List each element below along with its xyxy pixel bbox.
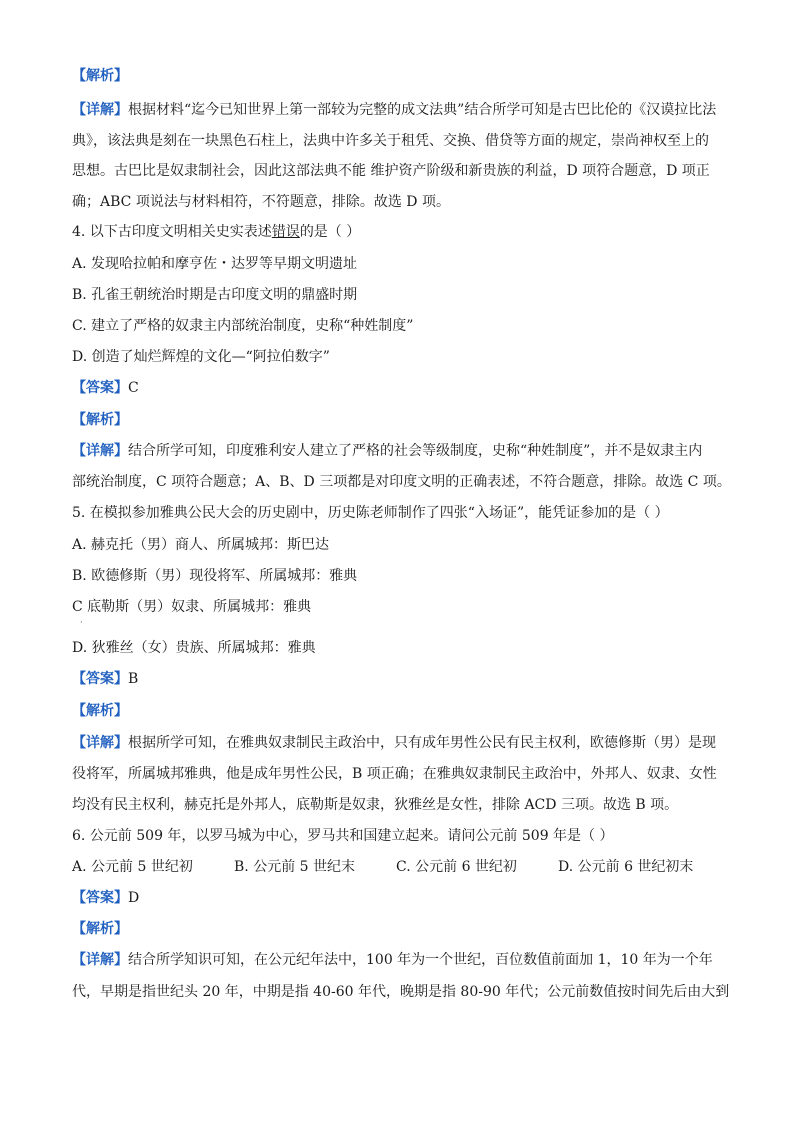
analysis-tag: 【解析】 <box>72 412 128 428</box>
analysis-heading <box>72 66 732 86</box>
detail-tag: 【详解】 <box>72 102 128 118</box>
option-a: A. 发现哈拉帕和摩亨佐・达罗等早期文明遗址 <box>72 256 358 272</box>
option-a: A. 赫克托（男）商人、所属城邦：斯巴达 <box>72 537 330 553</box>
detail-paragraph-line <box>72 100 732 120</box>
analysis-heading <box>72 410 732 430</box>
stem-text: 的是（ ） <box>299 224 361 240</box>
detail-paragraph-line <box>72 950 732 970</box>
option-c: C. 公元前 6 世纪初 <box>396 859 517 875</box>
option-b: B. 孔雀王朝统治时期是古印度文明的鼎盛时期 <box>72 287 358 303</box>
option-c: C. 建立了严格的奴隶主内部统治制度，史称“种姓制度” <box>72 318 414 334</box>
detail-paragraph-line <box>72 733 732 753</box>
option-d: D. 创造了灿烂辉煌的文化—“阿拉伯数字” <box>72 349 330 365</box>
answer-tag: 【答案】 <box>72 380 128 396</box>
option-c: C 底勒斯（男）奴隶、所属城邦：雅典 <box>72 599 312 615</box>
analysis-heading <box>72 919 732 939</box>
detail-text: 根据材料“迄今已知世界上第一部较为完整的成文法典”结合所学可知是古巴比伦的《汉谟拉比法 <box>128 102 717 118</box>
question-stem <box>72 222 732 242</box>
option-d: D. 公元前 6 世纪初末 <box>558 859 694 875</box>
answer-tag: 【答案】 <box>72 890 128 906</box>
option-a: A. 公元前 5 世纪初 <box>72 859 193 875</box>
detail-text: 部统治制度，C 项符合题意；A、B、D 三项都是对印度文明的正确表述，不符合题意，排除。故选 C 项。 <box>72 474 731 490</box>
option-d: D. 狄雅丝（女）贵族、所属城邦：雅典 <box>72 640 316 656</box>
answer-value: D <box>128 890 140 906</box>
question-stem: 5. 在模拟参加雅典公民大会的历史剧中，历史陈老师制作了四张“入场证”，能凭证参加的是（ ） <box>72 505 669 521</box>
detail-text: 确；ABC 项说法与材料相符，不符题意，排除。故选 D 项。 <box>72 194 450 210</box>
stem-emphasis: 错误 <box>271 224 300 240</box>
analysis-tag: 【解析】 <box>72 703 128 719</box>
option-b: B. 欧德修斯（男）现役将军、所属城邦：雅典 <box>72 568 358 584</box>
analysis-tag: 【解析】 <box>72 68 128 84</box>
option-b: B. 公元前 5 世纪末 <box>234 859 355 875</box>
detail-text: 典》，该法典是刻在一块黑色石柱上，法典中许多关于租凭、交换、借贷等方面的规定，崇尚神权至上的 <box>72 133 709 149</box>
detail-text: 役将军，所属城邦雅典，他是成年男性公民，B 项正确；在雅典奴隶制民主政治中，外邦人、奴隶、女性 <box>72 766 717 782</box>
question-stem: 6. 公元前 509 年，以罗马城为中心，罗马共和国建立起来。请问公元前 509 年是（ ） <box>72 828 614 844</box>
detail-tag: 【详解】 <box>72 952 128 968</box>
stem-text: 4. 以下古印度文明相关史实表述 <box>72 224 272 240</box>
detail-text: 思想。古巴比是奴隶制社会，因此这部法典不能 维护资产阶级和新贵族的利益，D 项符合题意，D 项正 <box>72 163 710 179</box>
analysis-heading <box>72 701 732 721</box>
stray-mark: · <box>80 618 83 627</box>
detail-text: 代，早期是指世纪头 20 年，中期是指 40-60 年代，晚期是指 80-90 年代；公元前数值按时间先后由大到 <box>72 984 730 1000</box>
options-row <box>72 857 732 877</box>
answer-line <box>72 669 732 689</box>
detail-text: 均没有民主权利，赫克托是外邦人，底勒斯是奴隶，狄雅丝是女性，排除 ACD 三项。故选 B 项。 <box>72 797 679 813</box>
detail-tag: 【详解】 <box>72 443 128 459</box>
analysis-tag: 【解析】 <box>72 921 128 937</box>
answer-value: B <box>128 671 139 687</box>
answer-value: C <box>128 380 139 396</box>
detail-text: 结合所学知识可知，在公元纪年法中，100 年为一个世纪，百位数值前面加 1，10 年为一个年 <box>128 952 713 968</box>
detail-tag: 【详解】 <box>72 735 128 751</box>
detail-text: 结合所学可知，印度雅利安人建立了严格的社会等级制度，史称“种姓制度”，并不是奴隶主内 <box>128 443 703 459</box>
answer-tag: 【答案】 <box>72 671 128 687</box>
detail-text: 根据所学可知，在雅典奴隶制民主政治中，只有成年男性公民有民主权利，欧德修斯（男）是现 <box>128 735 716 751</box>
answer-line <box>72 378 732 398</box>
answer-line <box>72 888 732 908</box>
detail-paragraph-line <box>72 441 732 461</box>
